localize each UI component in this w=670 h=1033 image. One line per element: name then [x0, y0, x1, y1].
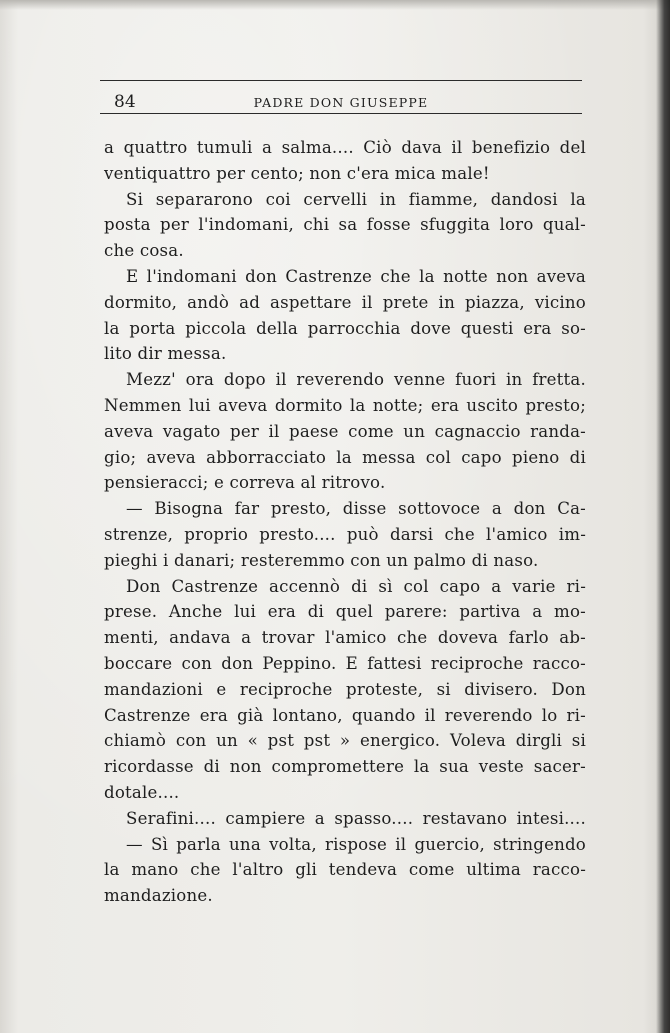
- body-text: [104, 135, 586, 909]
- text-line: pieghi i danari; resteremmo con un palmo di naso.: [104, 550, 539, 570]
- text-line: mandazione.: [104, 886, 213, 906]
- header-rule-bottom: [100, 113, 582, 114]
- text-line: ricordasse di non compromettere la sua veste sacer-: [104, 757, 586, 777]
- text-line: chiamò con un « pst pst » energico. Voleva dirgli si: [104, 731, 586, 751]
- text-line: la mano che l'altro gli tendeva come ultima racco-: [104, 860, 586, 880]
- text-line: menti, andava a trovar l'amico che doveva farlo ab-: [104, 628, 586, 648]
- text-line: Serafini.... campiere a spasso.... restavano intesi....: [126, 808, 586, 828]
- text-line: dormito, andò ad aspettare il prete in piazza, vicino: [104, 292, 586, 312]
- text-line: lito dir messa.: [104, 344, 227, 364]
- text-line: posta per l'indomani, chi sa fosse sfuggita loro qual-: [104, 215, 586, 235]
- text-line: gio; aveva abborracciato la messa col capo pieno di: [104, 447, 586, 467]
- text-line: dotale....: [104, 782, 180, 802]
- text-line: mandazioni e reciproche proteste, si divisero. Don: [104, 679, 586, 699]
- page-header: [100, 80, 582, 120]
- text-line: Si separarono coi cervelli in fiamme, dandosi la: [126, 189, 586, 209]
- text-line: — Sì parla una volta, rispose il guercio, stringendo: [126, 834, 586, 854]
- running-title: PADRE DON GIUSEPPE: [253, 95, 429, 110]
- text-line: Castrenze era già lontano, quando il reverendo lo ri-: [104, 705, 586, 725]
- text-line: — Bisogna far presto, disse sottovoce a don Ca-: [126, 499, 586, 519]
- text-line: prese. Anche lui era di quel parere: partiva a mo-: [104, 602, 586, 622]
- text-line: ventiquattro per cento; non c'era mica male!: [104, 163, 490, 183]
- text-line: pensieracci; e correva al ritrovo.: [104, 473, 386, 493]
- text-line: a quattro tumuli a salma.... Ciò dava il benefizio del: [104, 138, 586, 157]
- text-line: aveva vagato per il paese come un cagnaccio randa-: [104, 421, 586, 441]
- page-binding-edge: [656, 0, 670, 1033]
- text-line: che cosa.: [104, 241, 184, 261]
- page-top-shadow: [0, 0, 670, 10]
- text-line: E l'indomani don Castrenze che la notte non aveva: [126, 266, 586, 286]
- page-number: 84: [114, 92, 136, 112]
- text-line: Mezz' ora dopo il reverendo venne fuori in fretta.: [126, 370, 586, 390]
- text-line: strenze, proprio presto.... può darsi che l'amico im-: [104, 524, 586, 544]
- text-line: Don Castrenze accennò di sì col capo a varie ri-: [126, 576, 586, 596]
- text-line: la porta piccola della parrocchia dove questi era so-: [104, 318, 586, 338]
- text-line: boccare con don Peppino. E fattesi reciproche racco-: [104, 653, 586, 673]
- header-rule-top: [100, 80, 582, 81]
- text-line: Nemmen lui aveva dormito la notte; era uscito presto;: [104, 395, 586, 415]
